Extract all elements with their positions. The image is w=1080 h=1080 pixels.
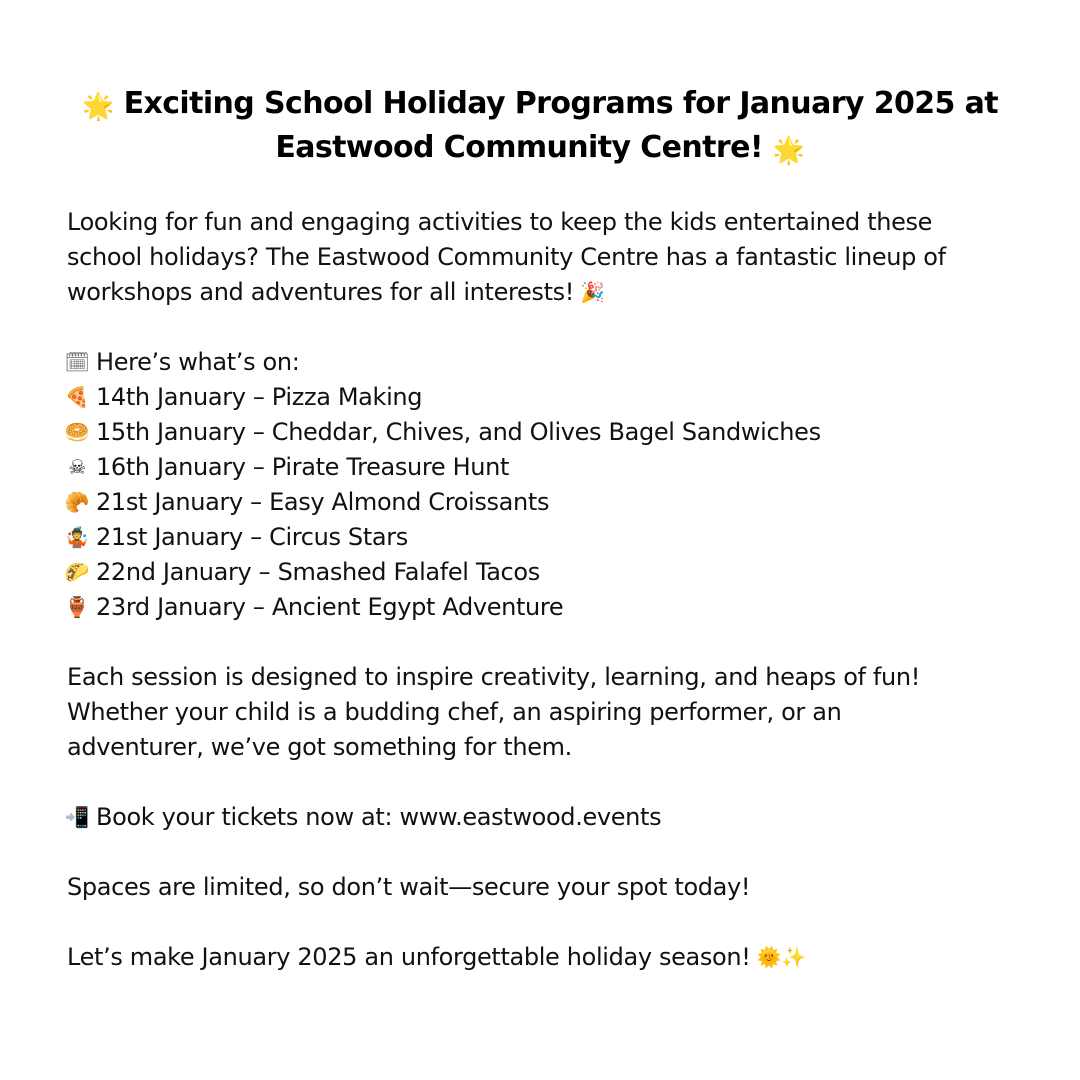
urgency-line (67, 870, 1017, 905)
list-item (64, 380, 1014, 415)
description-line: adventurer, we’ve got something for them. (67, 733, 572, 761)
list-item (64, 415, 1014, 450)
booking-text[interactable]: Book your tickets now at: www.eastwood.events (96, 803, 662, 831)
croissant-icon: 🥐 (64, 490, 90, 514)
description-paragraph (67, 660, 1017, 765)
party-popper-icon: 🎉 (580, 280, 605, 304)
post-title-text: Exciting School Holiday Programs for January 2025 at Eastwood Community Centre! (123, 86, 999, 165)
intro-line: school holidays? The Eastwood Community Centre has a fantastic lineup of (67, 243, 946, 271)
schedule-heading-text: Here’s what’s on: (96, 348, 300, 376)
schedule-list (64, 345, 1014, 625)
sun-face-icon: 🌞 (756, 945, 782, 969)
description-line: Each session is designed to inspire creativity, learning, and heaps of fun! (67, 663, 920, 691)
glowing-star-icon: 🌟 (772, 136, 805, 166)
intro-line: Looking for fun and engaging activities to keep the kids entertained these (67, 208, 933, 236)
list-item-text: 21st January – Circus Stars (96, 523, 408, 551)
list-item (64, 590, 1014, 625)
calendar-icon: 🗓 (64, 350, 90, 374)
skull-crossbones-icon: ☠ (68, 455, 86, 479)
mobile-arrow-icon: 📲 (64, 805, 90, 829)
list-item-text: 22nd January – Smashed Falafel Tacos (96, 558, 540, 586)
list-item-text: 15th January – Cheddar, Chives, and Olives Bagel Sandwiches (96, 418, 821, 446)
sparkles-icon: ✨ (781, 945, 806, 969)
glowing-star-icon: 🌟 (81, 92, 114, 122)
bagel-icon: 🥯 (64, 420, 90, 444)
intro-paragraph (67, 205, 1017, 310)
pizza-icon: 🍕 (64, 385, 90, 409)
schedule-heading (64, 345, 1014, 380)
juggler-icon: 🤹 (64, 525, 90, 549)
amphora-icon: 🏺 (64, 595, 90, 619)
post-title (60, 82, 1020, 170)
closing-line (67, 940, 1017, 975)
list-item (64, 555, 1014, 590)
list-item-text: 23rd January – Ancient Egypt Adventure (96, 593, 564, 621)
list-item-text: 14th January – Pizza Making (96, 383, 423, 411)
closing-text: Let’s make January 2025 an unforgettable holiday season! (67, 943, 751, 971)
taco-icon: 🌮 (64, 560, 90, 584)
list-item-text: 21st January – Easy Almond Croissants (96, 488, 550, 516)
booking-line (64, 800, 1014, 835)
list-item (64, 485, 1014, 520)
urgency-text: Spaces are limited, so don’t wait—secure your spot today! (67, 873, 751, 901)
description-line: Whether your child is a budding chef, an aspiring performer, or an (67, 698, 842, 726)
intro-line (67, 275, 1017, 310)
list-item (64, 450, 1014, 485)
list-item-text: 16th January – Pirate Treasure Hunt (96, 453, 510, 481)
intro-line-text: workshops and adventures for all interests! (67, 278, 575, 306)
list-item (64, 520, 1014, 555)
